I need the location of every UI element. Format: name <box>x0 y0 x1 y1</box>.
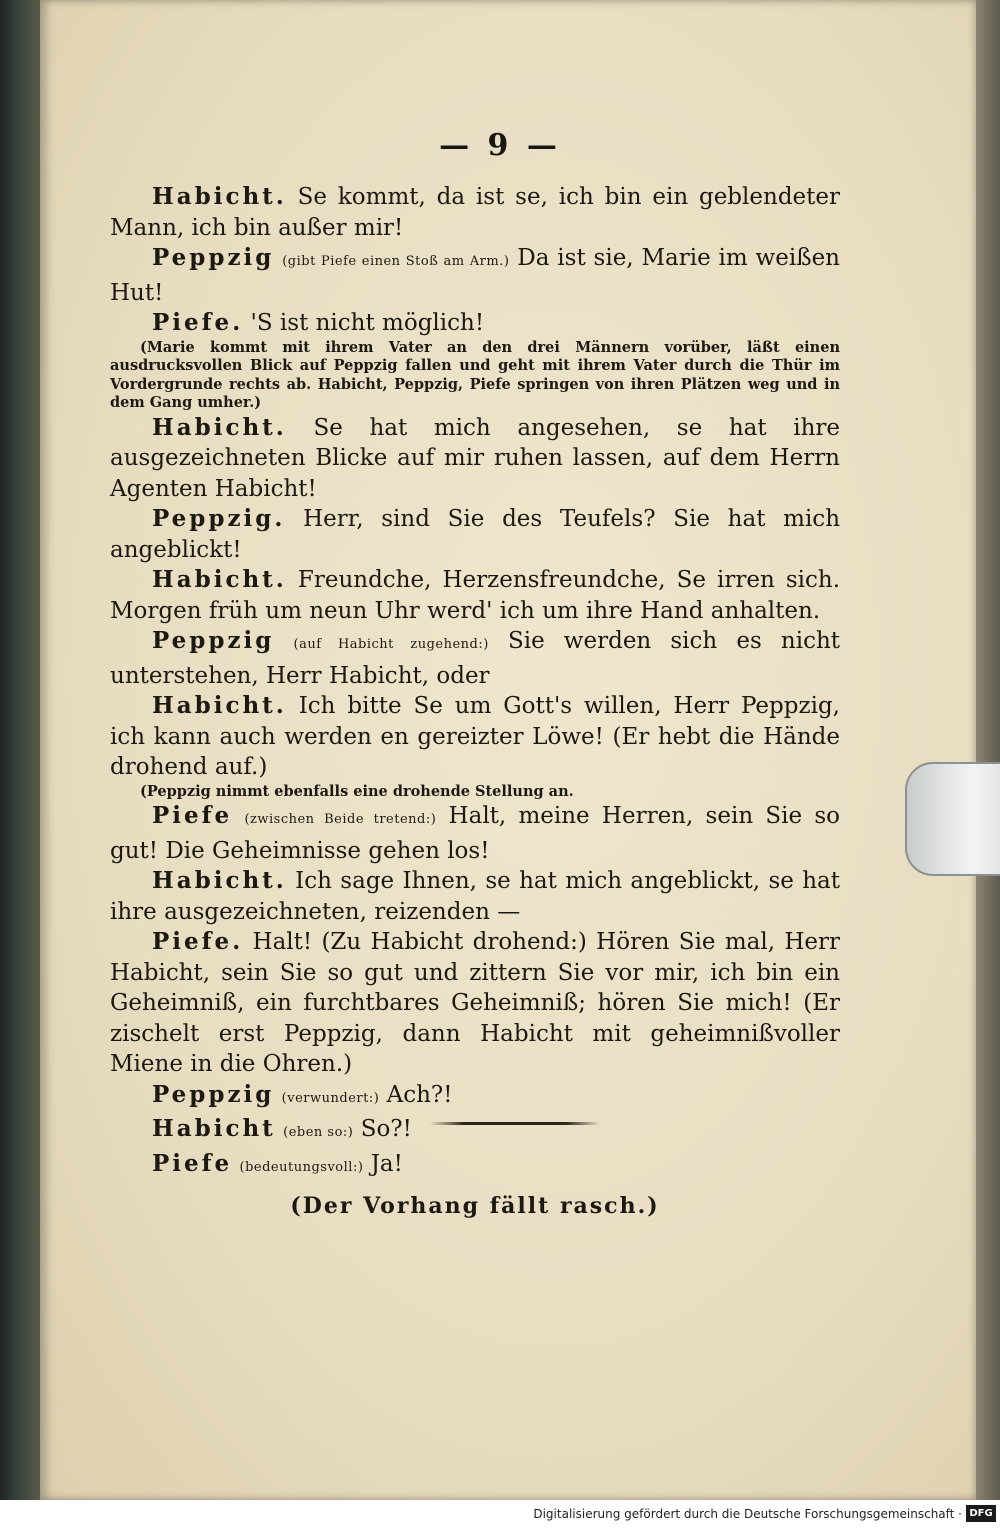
speaker-direction: (gibt Piefe einen Stoß am Arm.) <box>282 254 510 269</box>
speech-line <box>110 1114 840 1149</box>
speech-line <box>110 182 840 243</box>
speech-text: Se hat mich angesehen, se hat ihre ausgezeichneten Blicke auf mir ruhen lassen, auf dem Herrn Agenten Habicht! <box>110 414 840 502</box>
speech-text: Ich sage Ihnen, se hat mich angeblickt, se hat ihre ausgezeichneten, reizenden — <box>110 868 840 925</box>
closing-rule <box>430 1122 600 1125</box>
speaker-name: Piefe. <box>152 928 244 955</box>
speech-line <box>110 626 840 691</box>
speaker-name: Piefe <box>152 1149 233 1177</box>
stage-direction <box>110 339 840 413</box>
speech-line <box>110 801 840 866</box>
stage-direction-text: (Peppzig nimmt ebenfalls eine drohende Stellung an. <box>140 782 574 800</box>
footer-credit: Digitalisierung gefördert durch die Deutsche Forschungsgemeinschaft · <box>533 1507 962 1521</box>
speaker-name: Piefe <box>152 802 233 829</box>
page-edge <box>976 0 1000 1500</box>
speaker-name: Habicht. <box>152 566 287 593</box>
speaker-direction: (verwundert:) <box>281 1090 380 1106</box>
speech-line <box>110 1080 840 1115</box>
speaker-direction: (eben so:) <box>283 1125 354 1140</box>
speech-text: Freundche, Herzensfreundche, Se irren sich. Morgen früh um neun Uhr werd' ich um ihre Hand anhalten. <box>110 567 841 624</box>
speech-text: Halt, meine Herren, sein Sie so gut! Die Geheimnisse gehen los! <box>110 803 840 864</box>
speaker-name: Peppzig. <box>152 505 286 532</box>
speaker-direction: (zwischen Beide tretend:) <box>244 812 437 827</box>
page-text <box>110 182 840 1219</box>
speech-text: Ja! <box>370 1150 403 1177</box>
speech-line <box>110 866 840 927</box>
speech-text: 'S ist nicht möglich! <box>250 310 485 336</box>
speaker-name: Habicht. <box>152 692 287 719</box>
speech-text: Se kommt, da ist se, ich bin ein geblendeter Mann, ich bin außer mir! <box>110 184 840 241</box>
book-spine <box>0 0 40 1529</box>
speech-line <box>110 691 840 783</box>
speaker-name: Peppzig <box>152 244 275 271</box>
speaker-name: Peppzig <box>152 1080 275 1108</box>
speech-text: Halt! (Zu Habicht drohend:) Hören Sie mal, Herr Habicht, sein Sie so gut und zittern Sie vor mir, ich bin ein Geheimniß, ein furchtbares Geheimniß; hören Sie mich! (Er zischelt erst Peppzig, dann Habicht mit geheimnißvoller Miene in die Ohren.) <box>110 929 840 1077</box>
speech-text: Da ist sie, Marie im weißen Hut! <box>110 245 840 306</box>
speech-line <box>110 1149 840 1184</box>
speech-line <box>110 565 840 626</box>
page-number: — 9 — <box>439 128 561 163</box>
dfg-logo: DFG <box>966 1505 996 1522</box>
page-clip-marker <box>905 762 1000 876</box>
speaker-name: Habicht <box>152 1115 276 1142</box>
speech-text: Ach?! <box>386 1081 453 1108</box>
closing-stage-direction: (Der Vorhang fällt rasch.) <box>290 1193 660 1219</box>
speaker-direction: (bedeutungsvoll:) <box>239 1159 364 1175</box>
stage-direction-text: (Marie kommt mit ihrem Vater an den drei Männern vorüber, läßt einen ausdrucksvollen Blick auf Peppzig fallen und geht mit ihrem Vater durch die Thür im Vordergrunde rechts ab. Habicht, Peppzig, Piefe springen von ihren Plätzen weg und in dem Gang umher.) <box>110 338 840 411</box>
speech-line <box>110 308 840 339</box>
stage-direction <box>110 783 840 802</box>
speech-line <box>110 413 840 505</box>
speaker-name: Habicht. <box>152 867 287 894</box>
speech-text: Sie werden sich es nicht unterstehen, Herr Habicht, oder <box>110 628 841 689</box>
script-lines <box>110 182 840 1183</box>
speech-text: Herr, sind Sie des Teufels? Sie hat mich angeblickt! <box>110 506 841 563</box>
speaker-name: Habicht. <box>152 413 287 441</box>
speech-line <box>110 927 840 1080</box>
speech-text: Ich bitte Se um Gott's willen, Herr Peppzig, ich kann auch werden en gereizter Löwe! (Er hebt die Hände drohend auf.) <box>110 693 840 780</box>
speaker-name: Peppzig <box>152 627 275 654</box>
speech-line <box>110 504 840 565</box>
speech-line <box>110 243 840 308</box>
speaker-direction: (auf Habicht zugehend:) <box>293 637 489 652</box>
speaker-name: Piefe. <box>152 309 244 336</box>
speech-text: So?! <box>360 1116 412 1142</box>
speaker-name: Habicht. <box>152 183 287 210</box>
